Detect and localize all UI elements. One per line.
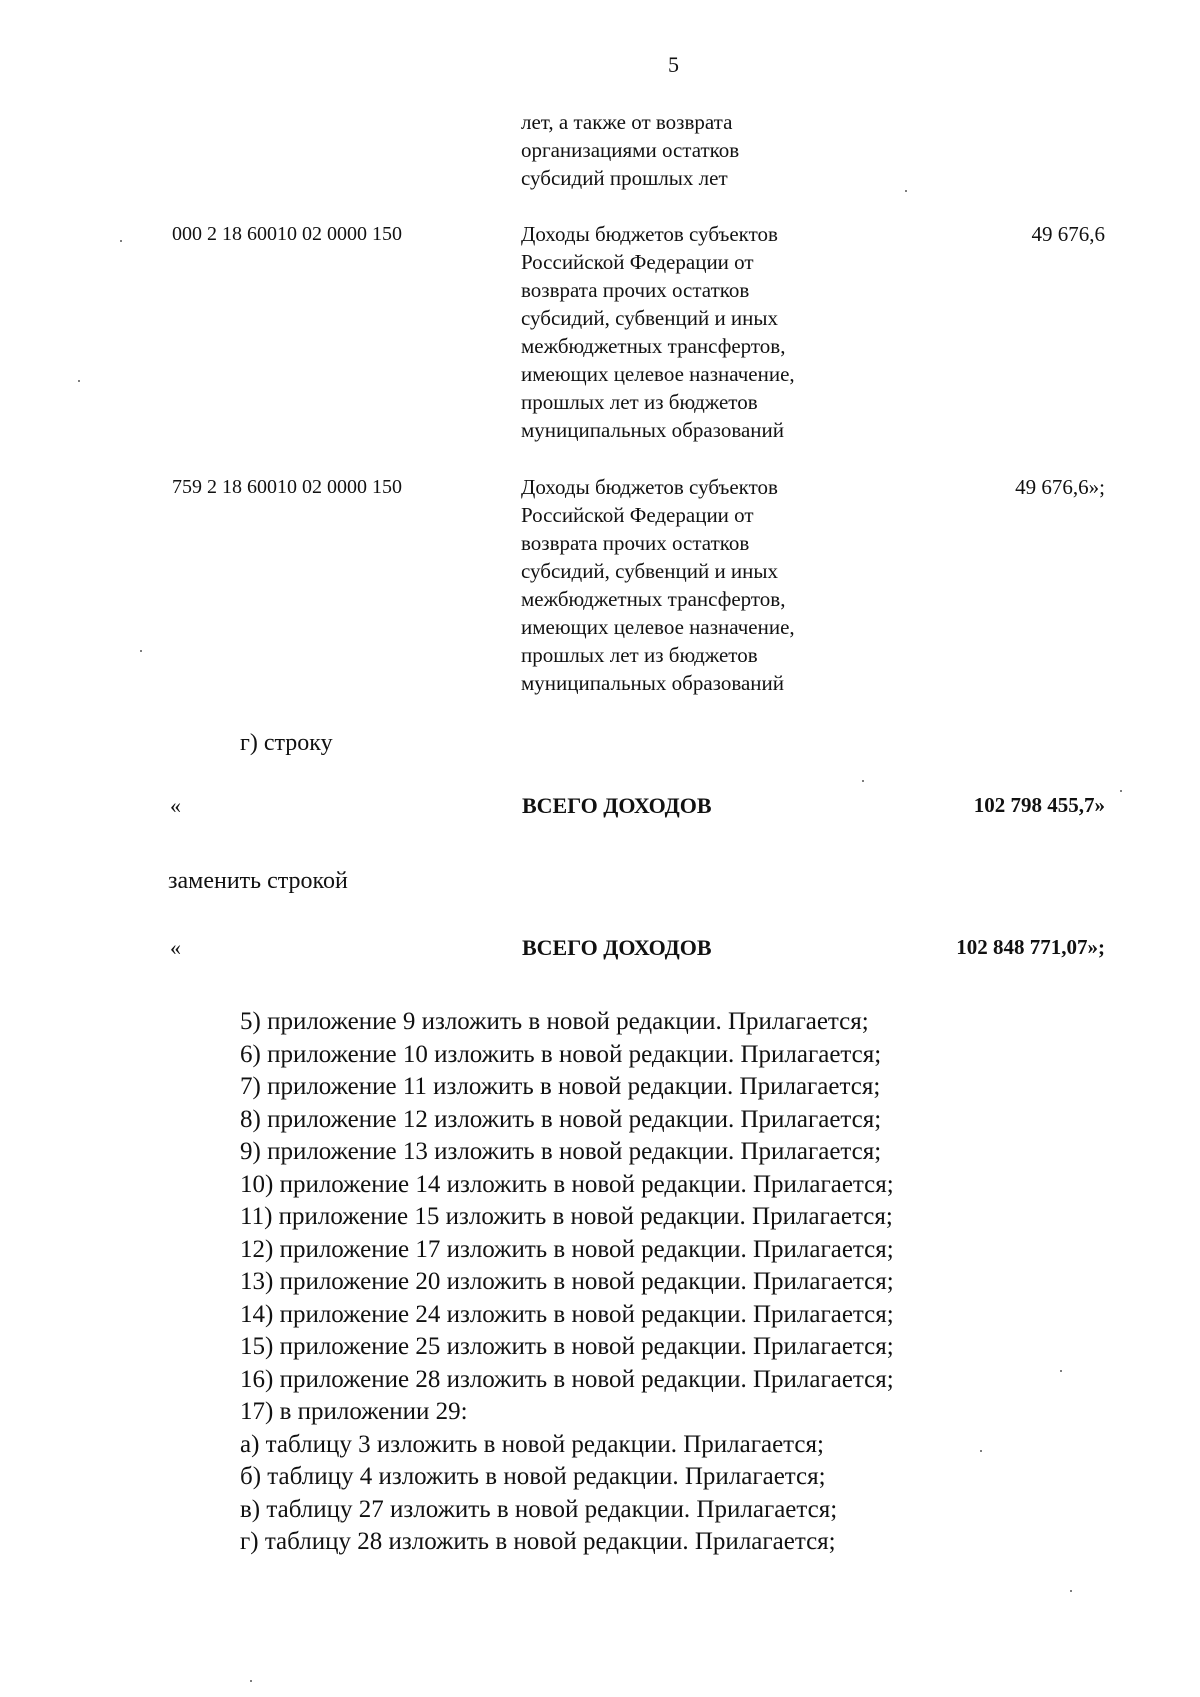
scan-speck <box>980 1450 982 1452</box>
description-line: имеющих целевое назначение, <box>521 615 795 639</box>
description-line: межбюджетных трансфертов, <box>521 334 786 358</box>
row-1-amount: 49 676,6 <box>1031 222 1105 246</box>
description-line: Доходы бюджетов субъектов <box>521 222 778 246</box>
list-item: 13) приложение 20 изложить в новой редакции. Прилагается; <box>240 1268 894 1295</box>
scan-speck <box>140 650 142 652</box>
scan-speck <box>250 1680 252 1682</box>
list-item: в) таблицу 27 изложить в новой редакции. Прилагается; <box>240 1495 838 1523</box>
list-item: г) таблицу 28 изложить в новой редакции. Прилагается; <box>240 1528 836 1555</box>
list-item: 10) приложение 14 изложить в новой редакции. Прилагается; <box>240 1170 894 1198</box>
list-item: 17) в приложении 29: <box>240 1398 468 1425</box>
description-line: прошлых лет из бюджетов <box>521 390 758 414</box>
scan-speck <box>862 780 864 782</box>
list-item: 15) приложение 25 изложить в новой редакции. Прилагается; <box>240 1333 894 1360</box>
list-item: 14) приложение 24 изложить в новой редакции. Прилагается; <box>240 1300 894 1328</box>
list-item: б) таблицу 4 изложить в новой редакции. Прилагается; <box>240 1463 826 1490</box>
description-line: субсидий прошлых лет <box>521 166 728 190</box>
description-line: организациями остатков <box>521 138 740 162</box>
amendment-list <box>240 1006 894 1559</box>
row-1-code: 000 2 18 60010 02 0000 150 <box>172 223 402 245</box>
list-item: 9) приложение 13 изложить в новой редакции. Прилагается; <box>240 1138 882 1165</box>
list-item: 6) приложение 10 изложить в новой редакции. Прилагается; <box>240 1040 882 1068</box>
description-line: Российской Федерации от <box>521 250 754 274</box>
list-item: а) таблицу 3 изложить в новой редакции. Прилагается; <box>240 1430 824 1458</box>
total-old-label: ВСЕГО ДОХОДОВ <box>522 793 712 818</box>
replace-text: заменить строкой <box>168 868 348 894</box>
description-line: прошлых лет из бюджетов <box>521 643 758 667</box>
item-g-text: г) строку <box>240 730 333 756</box>
continuation-description <box>521 108 739 192</box>
scan-speck <box>120 240 122 242</box>
description-line: муниципальных образований <box>521 671 784 695</box>
list-item: 11) приложение 15 изложить в новой редакции. Прилагается; <box>240 1203 893 1230</box>
scan-speck <box>1120 790 1122 792</box>
total-new-label: ВСЕГО ДОХОДОВ <box>522 935 712 960</box>
scan-speck <box>905 190 907 192</box>
scan-speck <box>1070 1590 1072 1592</box>
description-line: межбюджетных трансфертов, <box>521 587 786 611</box>
scan-speck <box>1060 1370 1062 1372</box>
row-2-code: 759 2 18 60010 02 0000 150 <box>172 476 402 498</box>
list-item: 8) приложение 12 изложить в новой редакции. Прилагается; <box>240 1105 882 1133</box>
description-line: субсидий, субвенций и иных <box>521 306 779 330</box>
total-old-amount: 102 798 455,7» <box>973 793 1105 817</box>
opening-quote: « <box>170 793 181 818</box>
opening-quote: « <box>170 935 181 960</box>
list-item: 16) приложение 28 изложить в новой редакции. Прилагается; <box>240 1365 894 1393</box>
row-1-description <box>521 220 795 444</box>
scan-speck <box>78 380 80 382</box>
description-line: возврата прочих остатков <box>521 531 750 555</box>
row-2-amount: 49 676,6»; <box>1015 475 1105 499</box>
description-line: субсидий, субвенций и иных <box>521 559 779 583</box>
description-line: Доходы бюджетов субъектов <box>521 475 778 499</box>
page-number: 5 <box>668 52 679 77</box>
total-new-amount: 102 848 771,07»; <box>956 935 1105 959</box>
description-line: возврата прочих остатков <box>521 278 750 302</box>
list-item: 7) приложение 11 изложить в новой редакции. Прилагается; <box>240 1073 881 1100</box>
row-2-description <box>521 473 795 697</box>
description-line: имеющих целевое назначение, <box>521 362 795 386</box>
description-line: муниципальных образований <box>521 418 784 442</box>
list-item: 12) приложение 17 изложить в новой редакции. Прилагается; <box>240 1235 894 1263</box>
list-item: 5) приложение 9 изложить в новой редакции. Прилагается; <box>240 1008 869 1035</box>
description-line: Российской Федерации от <box>521 503 754 527</box>
description-line: лет, а также от возврата <box>521 110 733 134</box>
